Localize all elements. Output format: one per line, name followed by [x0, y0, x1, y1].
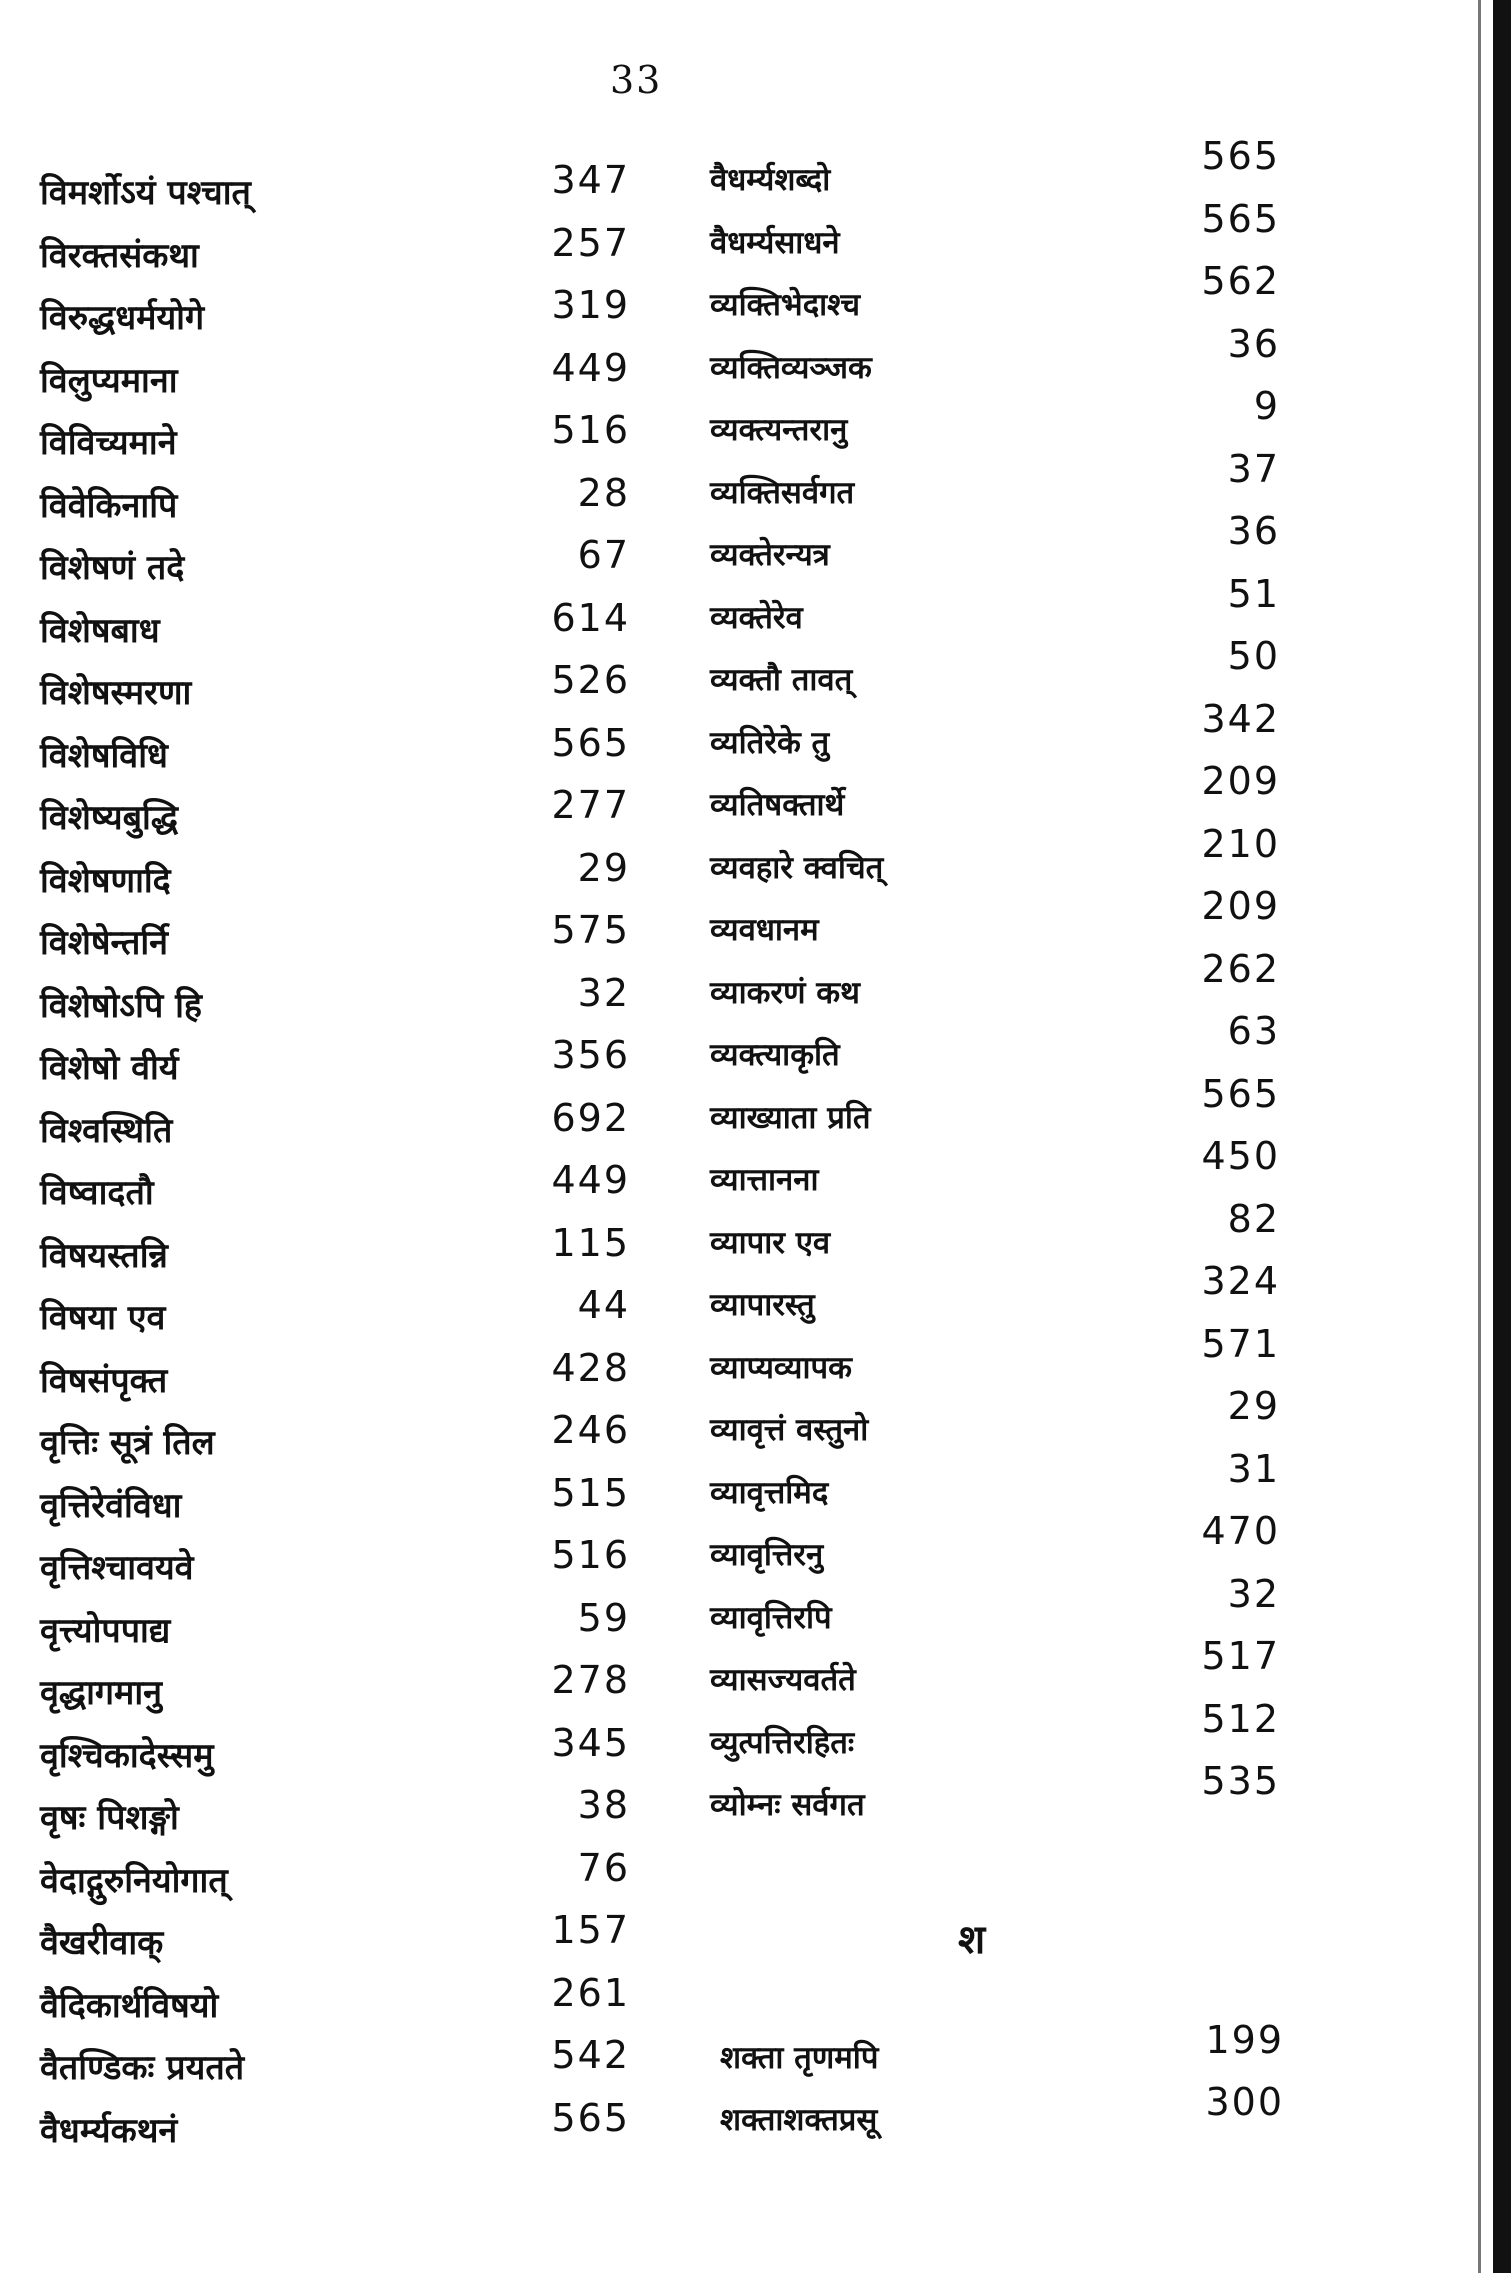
page-reference: 63	[1227, 1009, 1280, 1053]
index-entry	[40, 846, 700, 909]
index-entry	[40, 1096, 700, 1159]
page-reference: 428	[551, 1345, 630, 1390]
index-term: व्यात्तानना	[710, 1162, 819, 1198]
page-reference: 210	[1201, 821, 1280, 866]
page-reference: 516	[551, 408, 630, 452]
page-reference: 209	[1201, 884, 1280, 928]
index-term: विवेकिनापि	[40, 485, 178, 526]
index-entry	[40, 1221, 700, 1284]
index-entry	[40, 158, 700, 221]
index-term: वृश्चिकादेस्समु	[40, 1735, 214, 1776]
index-entry	[710, 1509, 1310, 1586]
page-reference: 38	[577, 1783, 630, 1827]
index-entry	[40, 1846, 700, 1909]
index-term: व्यक्तेरन्यत्र	[710, 537, 830, 573]
page-number: 33	[610, 58, 663, 102]
index-term: व्याकरणं कथ	[710, 974, 860, 1011]
page-reference: 515	[551, 1470, 630, 1515]
index-entry	[40, 1596, 700, 1659]
index-entry	[710, 259, 1310, 336]
page-reference: 512	[1201, 1696, 1280, 1741]
page-reference: 29	[577, 845, 630, 890]
page-reference: 37	[1227, 446, 1280, 491]
index-term: व्याख्याता प्रति	[710, 1099, 871, 1136]
index-entry	[40, 1971, 700, 2034]
page-reference: 246	[551, 1408, 630, 1452]
page-reference: 300	[1205, 2080, 1284, 2124]
page-reference: 450	[1201, 1134, 1280, 1178]
page-reference: 157	[551, 1908, 630, 1952]
index-term: विशेषबाध	[40, 610, 160, 651]
page-reference: 565	[1201, 1071, 1280, 1116]
index-term: विविच्यमाने	[40, 423, 177, 463]
index-term: वैधर्म्यशब्दो	[710, 162, 831, 198]
page-reference: 356	[551, 1033, 630, 1077]
index-entry	[40, 2033, 700, 2096]
index-entry	[40, 1033, 700, 1096]
index-entry	[40, 1721, 700, 1784]
index-term: वृत्तिरेवंविधा	[40, 1485, 182, 1526]
index-entry	[720, 2018, 1310, 2080]
page-reference: 115	[551, 1220, 630, 1265]
page-reference: 44	[577, 1283, 630, 1327]
page-reference: 324	[1201, 1259, 1280, 1303]
index-term: वैधर्म्यकथनं	[40, 2110, 178, 2151]
index-entry	[40, 221, 700, 284]
page-reference: 28	[577, 470, 630, 515]
page-reference: 517	[1201, 1634, 1280, 1678]
binding-edge-line	[1478, 0, 1481, 2273]
index-term: वैदिकार्थविषयो	[40, 1985, 219, 2026]
page-reference: 261	[551, 1970, 630, 2015]
page-reference: 9	[1253, 384, 1280, 428]
page-reference: 36	[1227, 321, 1280, 366]
page-reference: 342	[1201, 696, 1280, 741]
index-entry	[40, 1408, 700, 1471]
page-reference: 319	[551, 283, 630, 327]
page-reference: 199	[1205, 2018, 1284, 2062]
page-reference: 36	[1227, 509, 1280, 553]
index-term: विशेषविधि	[40, 735, 168, 776]
index-entry	[710, 384, 1310, 461]
index-entry	[40, 1908, 700, 1971]
index-term: व्यावृत्तिरपि	[710, 1599, 832, 1636]
index-entry	[40, 346, 700, 409]
index-term: विशेषस्मरणा	[40, 673, 192, 713]
page-reference: 614	[551, 595, 630, 640]
index-term: वृत्तिश्चावयवे	[40, 1548, 194, 1588]
index-entry	[710, 321, 1310, 399]
index-term: वैधर्म्यसाधने	[710, 224, 840, 261]
page-reference: 32	[1227, 1571, 1280, 1616]
page-reference: 262	[1201, 946, 1280, 991]
index-entry	[40, 1533, 700, 1596]
page-reference: 257	[551, 220, 630, 265]
page-reference: 516	[551, 1533, 630, 1577]
index-entry	[40, 1158, 700, 1221]
index-term: शक्ताशक्तप्रसू	[720, 2102, 878, 2138]
page-reference: 565	[551, 720, 630, 765]
index-entry	[40, 658, 700, 721]
page-reference: 59	[577, 1595, 630, 1640]
index-entry	[720, 2080, 1310, 2142]
page-reference: 542	[551, 2033, 630, 2077]
index-term: व्यतिषक्तार्थे	[710, 787, 845, 823]
index-entry	[710, 446, 1310, 524]
right-index-column	[710, 134, 1310, 1836]
index-term: वेदाद्गुरुनियोगात्	[40, 1860, 228, 1901]
index-term: व्युत्पत्तिरहितः	[710, 1724, 855, 1761]
index-entry	[40, 533, 700, 596]
index-term: विशेषोऽपि हि	[40, 985, 202, 1026]
index-term: व्यवहारे क्वचित्	[710, 849, 884, 886]
index-term: व्यक्त्यन्तरानु	[710, 412, 848, 448]
index-term: विषया एव	[40, 1298, 166, 1338]
page-reference: 449	[551, 1158, 630, 1202]
page-reference: 526	[551, 658, 630, 702]
page-reference: 82	[1227, 1196, 1280, 1241]
page-reference: 575	[551, 908, 630, 952]
index-term: व्यावृत्तिरनु	[710, 1537, 824, 1573]
index-entry	[40, 471, 700, 534]
index-term: वृत्तिः सूत्रं तिल	[40, 1423, 215, 1463]
index-term: विषयस्तन्नि	[40, 1235, 168, 1276]
index-entry	[40, 908, 700, 971]
book-binding-edge	[1493, 0, 1511, 2273]
index-term: वृद्धागमानु	[40, 1673, 163, 1713]
page-reference: 32	[577, 970, 630, 1015]
index-term: विशेषो वीर्य	[40, 1048, 179, 1088]
page-reference: 29	[1227, 1384, 1280, 1428]
index-entry	[40, 1658, 700, 1721]
page-reference: 50	[1227, 634, 1280, 678]
index-entry	[40, 1283, 700, 1346]
page-reference: 449	[551, 345, 630, 390]
index-term: व्यापारस्तु	[710, 1287, 815, 1323]
index-term: विषसंपृक्त	[40, 1360, 168, 1401]
index-term: व्यक्त्याकृति	[710, 1037, 840, 1073]
index-term: विशेषणादि	[40, 860, 171, 901]
index-entry	[40, 1346, 700, 1409]
index-term: व्यापार एव	[710, 1224, 831, 1261]
index-entry	[710, 1321, 1310, 1399]
page-reference: 277	[551, 783, 630, 827]
index-term: विश्वस्थिति	[40, 1110, 173, 1151]
index-term: वैतण्डिकः प्रयतते	[40, 2048, 245, 2088]
page-reference: 565	[1201, 196, 1280, 241]
index-term: विशेषणं तदे	[40, 548, 185, 588]
page-reference: 535	[1201, 1759, 1280, 1803]
index-term: व्यक्तौ तावत्	[710, 662, 853, 698]
index-term: व्यक्तिसर्वगत	[710, 474, 855, 511]
page-reference: 278	[551, 1658, 630, 1702]
index-term: वृत्त्योपपाद्य	[40, 1610, 171, 1651]
index-entry	[40, 721, 700, 784]
index-entry	[710, 571, 1310, 649]
page-reference: 31	[1227, 1446, 1280, 1491]
index-entry	[710, 509, 1310, 586]
page-reference: 565	[1201, 134, 1280, 178]
index-term: व्यासज्यवर्तते	[710, 1662, 856, 1698]
index-entry	[40, 596, 700, 659]
page-reference: 76	[577, 1845, 630, 1890]
page-reference: 347	[551, 158, 630, 202]
index-term: व्योम्नः सर्वगत	[710, 1787, 865, 1823]
index-entry	[40, 971, 700, 1034]
index-entry	[40, 1471, 700, 1534]
page-reference: 470	[1201, 1509, 1280, 1553]
index-entry	[40, 283, 700, 346]
index-term: विरक्तसंकथा	[40, 235, 199, 276]
index-term: वैखरीवाक्	[40, 1923, 164, 1963]
index-term: विमर्शोऽयं पश्चात्	[40, 173, 251, 213]
index-term: शक्ता तृणमपि	[720, 2040, 879, 2076]
index-term: व्यवधानम	[710, 912, 819, 948]
section-index-list	[720, 2018, 1310, 2142]
index-term: व्यक्तिव्यञ्जक	[710, 349, 872, 386]
index-term: व्यक्तेरेव	[710, 599, 803, 636]
index-term: व्यावृत्तमिद	[710, 1474, 829, 1511]
index-term: व्यावृत्तं वस्तुनो	[710, 1412, 869, 1448]
index-term: विलुप्यमाना	[40, 360, 178, 401]
section-heading: श	[958, 1916, 986, 1963]
index-term: व्यतिरेके तु	[710, 724, 830, 761]
page-reference: 345	[551, 1720, 630, 1765]
page-reference: 565	[551, 2095, 630, 2140]
index-term: व्याप्यव्यापक	[710, 1349, 852, 1386]
page-reference: 692	[551, 1095, 630, 1140]
page-reference: 562	[1201, 259, 1280, 303]
index-entry	[710, 1384, 1310, 1461]
page-reference: 571	[1201, 1321, 1280, 1366]
page-reference: 209	[1201, 759, 1280, 803]
page-reference: 51	[1227, 571, 1280, 616]
index-entry	[40, 783, 700, 846]
index-entry	[710, 1134, 1310, 1211]
index-term: विशेषेन्तर्नि	[40, 923, 169, 963]
page-reference: 67	[577, 533, 630, 577]
index-entry	[40, 408, 700, 471]
index-term: विरुद्धधर्मयोगे	[40, 298, 205, 338]
index-entry	[710, 946, 1310, 1024]
index-term: विशेष्यबुद्धि	[40, 798, 179, 838]
index-entry	[710, 1759, 1310, 1836]
left-index-column	[40, 158, 700, 2158]
index-term: व्यक्तिभेदाश्च	[710, 287, 861, 323]
index-entry	[40, 2096, 700, 2159]
index-term: वृषः पिशङ्गो	[40, 1798, 179, 1838]
index-entry	[40, 1783, 700, 1846]
index-term: विष्वादतौ	[40, 1173, 154, 1213]
